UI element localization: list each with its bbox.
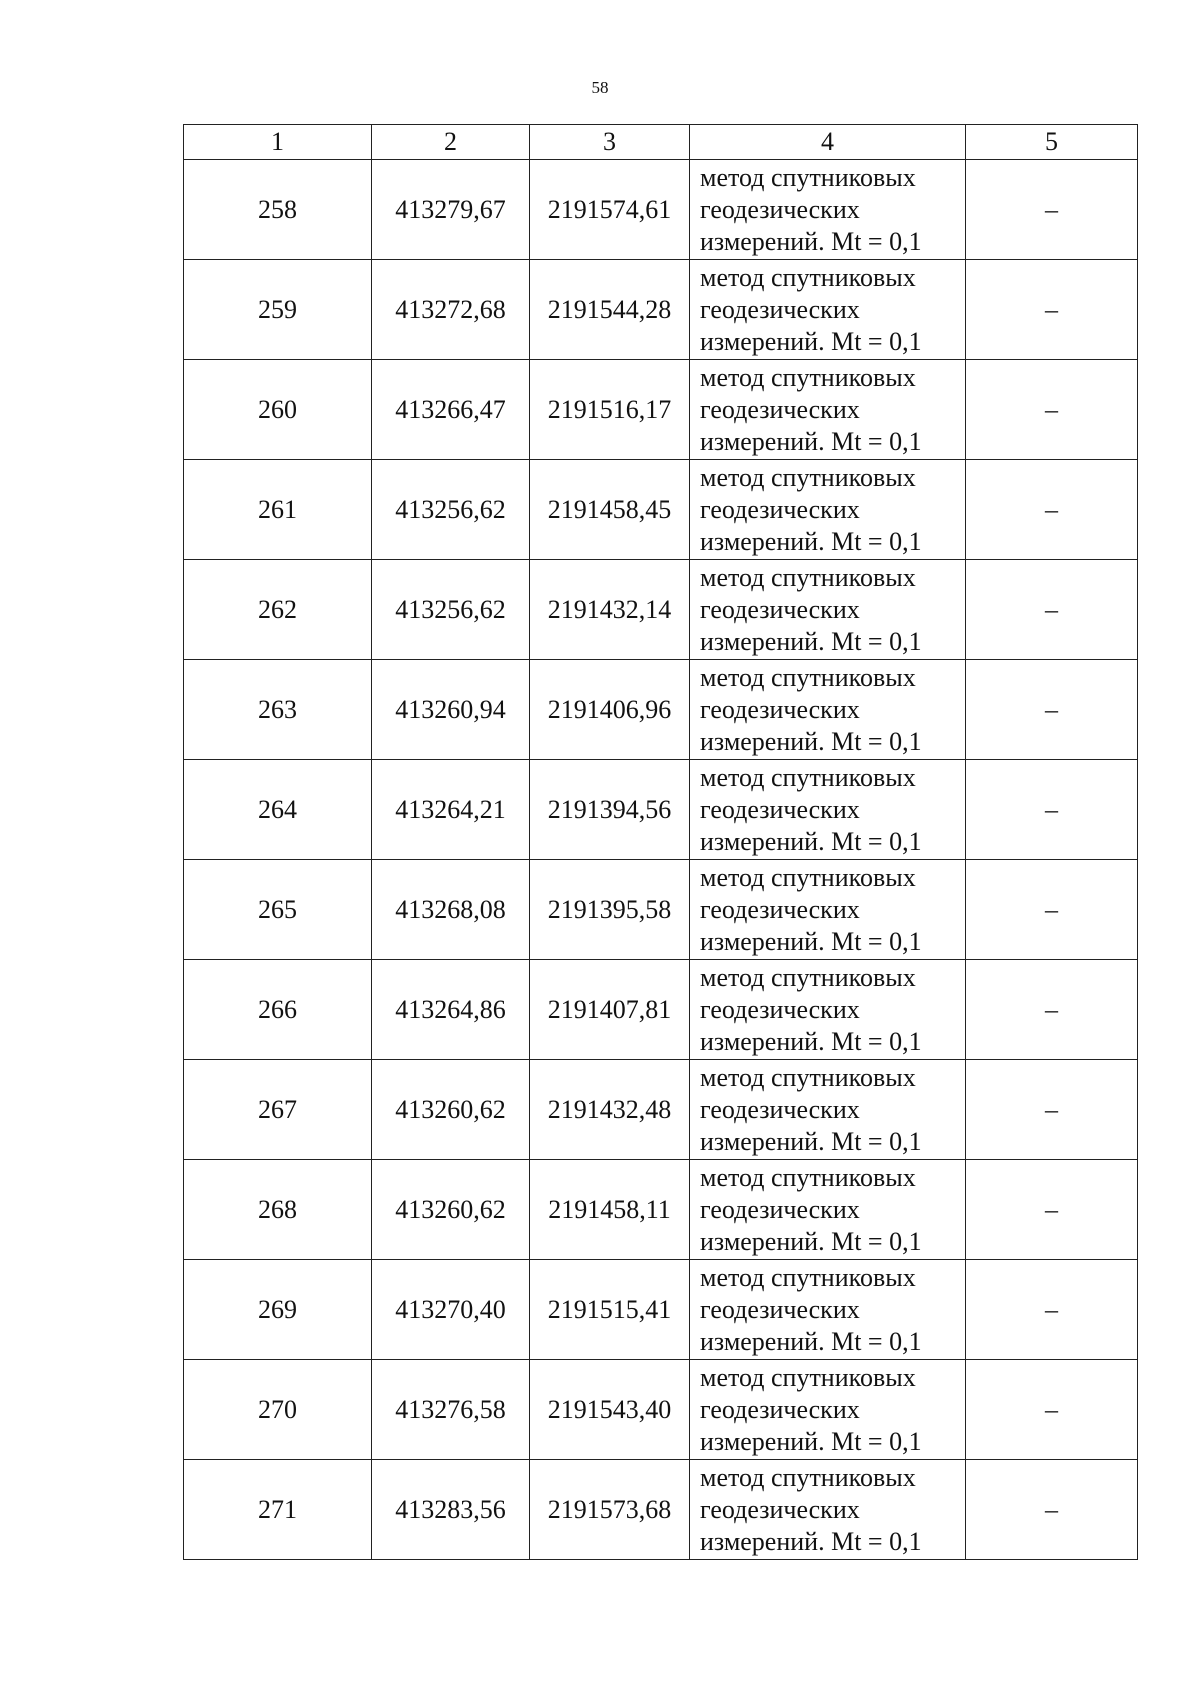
table-row [184, 660, 1138, 760]
y-coordinate-cell: 2191574,61 [530, 160, 690, 260]
table-row [184, 160, 1138, 260]
method-line: измерений. Mt = 0,1 [700, 926, 922, 956]
table-row [184, 360, 1138, 460]
method-cell [690, 460, 966, 560]
method-line: метод спутниковых [700, 662, 916, 692]
table-row [184, 260, 1138, 360]
point-number-cell: 264 [184, 760, 372, 860]
note-cell: – [966, 460, 1138, 560]
method-line: геодезических [700, 394, 860, 424]
method-cell [690, 960, 966, 1060]
table-row [184, 460, 1138, 560]
table-row [184, 1160, 1138, 1260]
x-coordinate-cell: 413270,40 [372, 1260, 530, 1360]
method-line: измерений. Mt = 0,1 [700, 1226, 922, 1256]
table-body [184, 160, 1138, 1560]
note-cell: – [966, 1160, 1138, 1260]
x-coordinate-cell: 413266,47 [372, 360, 530, 460]
method-line: измерений. Mt = 0,1 [700, 626, 922, 656]
note-cell: – [966, 1260, 1138, 1360]
method-line: измерений. Mt = 0,1 [700, 326, 922, 356]
method-line: геодезических [700, 694, 860, 724]
method-line: метод спутниковых [700, 762, 916, 792]
method-line: метод спутниковых [700, 1062, 916, 1092]
y-coordinate-cell: 2191544,28 [530, 260, 690, 360]
method-cell [690, 1360, 966, 1460]
point-number-cell: 260 [184, 360, 372, 460]
method-cell [690, 860, 966, 960]
note-cell: – [966, 560, 1138, 660]
x-coordinate-cell: 413264,86 [372, 960, 530, 1060]
header-col-5: 5 [966, 125, 1138, 160]
note-cell: – [966, 1360, 1138, 1460]
method-line: геодезических [700, 1094, 860, 1124]
method-cell [690, 1160, 966, 1260]
table-row [184, 960, 1138, 1060]
method-line: метод спутниковых [700, 462, 916, 492]
point-number-cell: 262 [184, 560, 372, 660]
method-line: измерений. Mt = 0,1 [700, 1026, 922, 1056]
method-cell [690, 1060, 966, 1160]
header-col-4: 4 [690, 125, 966, 160]
y-coordinate-cell: 2191573,68 [530, 1460, 690, 1560]
y-coordinate-cell: 2191543,40 [530, 1360, 690, 1460]
point-number-cell: 268 [184, 1160, 372, 1260]
point-number-cell: 265 [184, 860, 372, 960]
method-line: метод спутниковых [700, 1262, 916, 1292]
method-line: геодезических [700, 1294, 860, 1324]
method-line: измерений. Mt = 0,1 [700, 826, 922, 856]
header-col-1: 1 [184, 125, 372, 160]
method-line: метод спутниковых [700, 962, 916, 992]
method-line: измерений. Mt = 0,1 [700, 1326, 922, 1356]
method-line: геодезических [700, 794, 860, 824]
method-line: метод спутниковых [700, 1162, 916, 1192]
x-coordinate-cell: 413260,62 [372, 1160, 530, 1260]
x-coordinate-cell: 413260,94 [372, 660, 530, 760]
point-number-cell: 271 [184, 1460, 372, 1560]
page-number: 58 [591, 78, 609, 97]
method-cell [690, 360, 966, 460]
x-coordinate-cell: 413276,58 [372, 1360, 530, 1460]
method-line: геодезических [700, 1194, 860, 1224]
method-line: измерений. Mt = 0,1 [700, 1126, 922, 1156]
point-number-cell: 259 [184, 260, 372, 360]
note-cell: – [966, 160, 1138, 260]
note-cell: – [966, 760, 1138, 860]
method-line: метод спутниковых [700, 862, 916, 892]
x-coordinate-cell: 413264,21 [372, 760, 530, 860]
note-cell: – [966, 1060, 1138, 1160]
method-line: измерений. Mt = 0,1 [700, 526, 922, 556]
method-cell [690, 760, 966, 860]
method-line: геодезических [700, 894, 860, 924]
y-coordinate-cell: 2191407,81 [530, 960, 690, 1060]
header-row [184, 125, 1138, 160]
method-line: измерений. Mt = 0,1 [700, 726, 922, 756]
method-line: метод спутниковых [700, 362, 916, 392]
point-number-cell: 258 [184, 160, 372, 260]
point-number-cell: 261 [184, 460, 372, 560]
x-coordinate-cell: 413268,08 [372, 860, 530, 960]
note-cell: – [966, 360, 1138, 460]
note-cell: – [966, 1460, 1138, 1560]
point-number-cell: 263 [184, 660, 372, 760]
table-row [184, 1060, 1138, 1160]
table-row [184, 1360, 1138, 1460]
method-line: измерений. Mt = 0,1 [700, 1526, 922, 1556]
method-cell [690, 560, 966, 660]
x-coordinate-cell: 413283,56 [372, 1460, 530, 1560]
table-row [184, 1460, 1138, 1560]
method-line: метод спутниковых [700, 1362, 916, 1392]
method-line: измерений. Mt = 0,1 [700, 426, 922, 456]
y-coordinate-cell: 2191515,41 [530, 1260, 690, 1360]
y-coordinate-cell: 2191406,96 [530, 660, 690, 760]
y-coordinate-cell: 2191432,14 [530, 560, 690, 660]
method-line: геодезических [700, 494, 860, 524]
table-row [184, 760, 1138, 860]
point-number-cell: 267 [184, 1060, 372, 1160]
header-col-2: 2 [372, 125, 530, 160]
y-coordinate-cell: 2191432,48 [530, 1060, 690, 1160]
method-cell [690, 660, 966, 760]
method-line: измерений. Mt = 0,1 [700, 226, 922, 256]
header-col-3: 3 [530, 125, 690, 160]
x-coordinate-cell: 413256,62 [372, 460, 530, 560]
method-line: геодезических [700, 994, 860, 1024]
x-coordinate-cell: 413256,62 [372, 560, 530, 660]
method-line: геодезических [700, 294, 860, 324]
y-coordinate-cell: 2191516,17 [530, 360, 690, 460]
point-number-cell: 269 [184, 1260, 372, 1360]
y-coordinate-cell: 2191394,56 [530, 760, 690, 860]
table-row [184, 1260, 1138, 1360]
note-cell: – [966, 860, 1138, 960]
method-line: метод спутниковых [700, 1462, 916, 1492]
method-line: геодезических [700, 594, 860, 624]
table-row [184, 860, 1138, 960]
table-row [184, 560, 1138, 660]
method-line: геодезических [700, 194, 860, 224]
y-coordinate-cell: 2191395,58 [530, 860, 690, 960]
method-line: метод спутниковых [700, 162, 916, 192]
table-header [184, 125, 1138, 160]
method-cell [690, 260, 966, 360]
coordinates-table [183, 124, 1138, 1560]
method-line: геодезических [700, 1394, 860, 1424]
method-line: измерений. Mt = 0,1 [700, 1426, 922, 1456]
method-cell [690, 1260, 966, 1360]
method-line: метод спутниковых [700, 262, 916, 292]
x-coordinate-cell: 413260,62 [372, 1060, 530, 1160]
method-line: геодезических [700, 1494, 860, 1524]
y-coordinate-cell: 2191458,45 [530, 460, 690, 560]
method-cell [690, 1460, 966, 1560]
method-line: метод спутниковых [700, 562, 916, 592]
note-cell: – [966, 260, 1138, 360]
note-cell: – [966, 660, 1138, 760]
note-cell: – [966, 960, 1138, 1060]
method-cell [690, 160, 966, 260]
x-coordinate-cell: 413279,67 [372, 160, 530, 260]
x-coordinate-cell: 413272,68 [372, 260, 530, 360]
point-number-cell: 270 [184, 1360, 372, 1460]
y-coordinate-cell: 2191458,11 [530, 1160, 690, 1260]
point-number-cell: 266 [184, 960, 372, 1060]
